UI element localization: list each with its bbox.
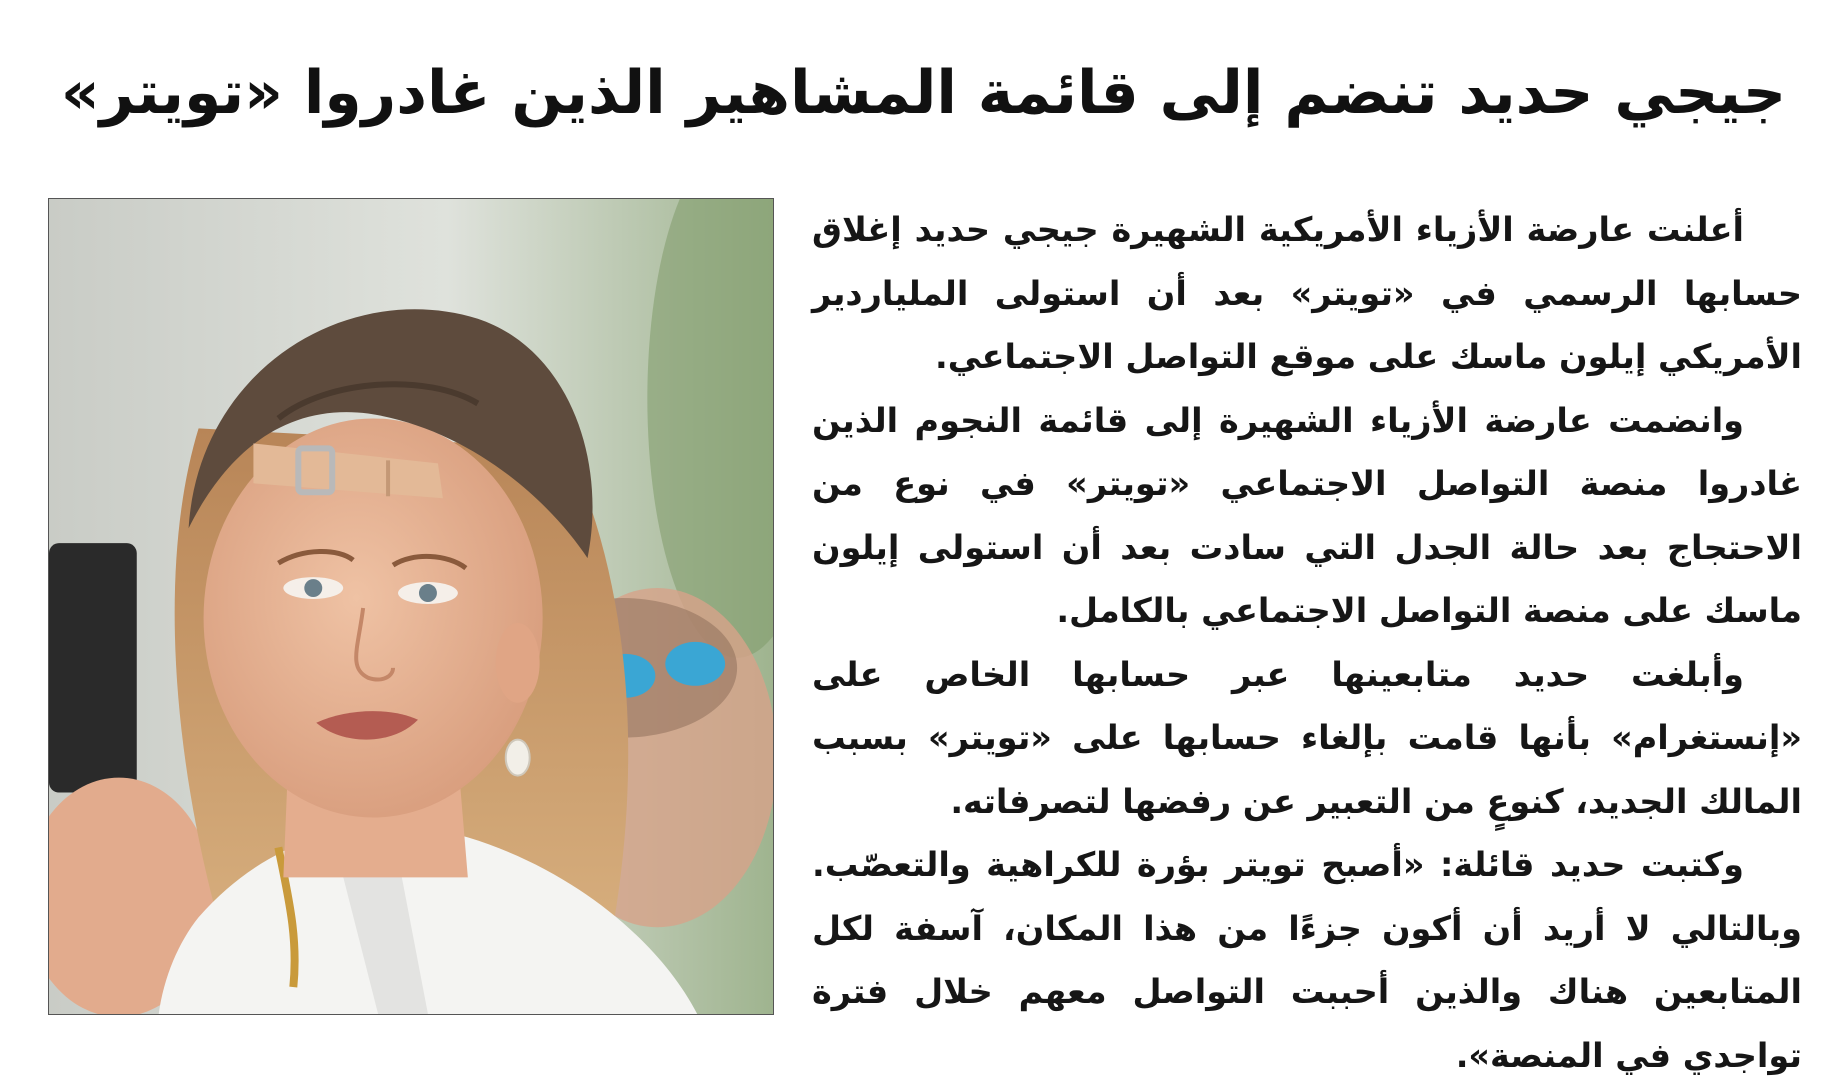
article-photo xyxy=(48,198,774,1015)
paragraph-3: وأبلغت حديد متابعينها عبر حسابها الخاص على «إنستغرام» بأنها قامت بإلغاء حسابها على «تويتر» بسبب المالك الجديد، كنوعٍ من التعبير عن رفضها لتصرفاته. xyxy=(812,654,1802,821)
paragraph-4: وكتبت حديد قائلة: «أصبح تويتر بؤرة للكراهية والتعصّب. وبالتالي لا أريد أن أكون جزءًا من هذا المكان، آسفة لكل المتابعين هناك والذين أحببت التواصل معهم خلال فترة تواجدي في المنصة». xyxy=(812,845,1802,1075)
paragraph-1: أعلنت عارضة الأزياء الأمريكية الشهيرة جيجي حديد إغلاق حسابها الرسمي في «تويتر» بعد أن استولى الملياردير الأمريكي إيلون ماسك على موقع التواصل الاجتماعي. xyxy=(812,210,1802,376)
paragraph-2: وانضمت عارضة الأزياء الشهيرة إلى قائمة النجوم الذين غادروا منصة التواصل الاجتماعي «تويتر» في نوع من الاحتجاج بعد حالة الجدل التي سادت بعد أن استولى إيلون ماسك على منصة التواصل الاجتماعي بالكامل. xyxy=(812,400,1802,630)
article-headline: جيجي حديد تنضم إلى قائمة المشاهير الذين غادروا «تويتر» xyxy=(60,58,1787,128)
article-body xyxy=(812,198,1802,1075)
